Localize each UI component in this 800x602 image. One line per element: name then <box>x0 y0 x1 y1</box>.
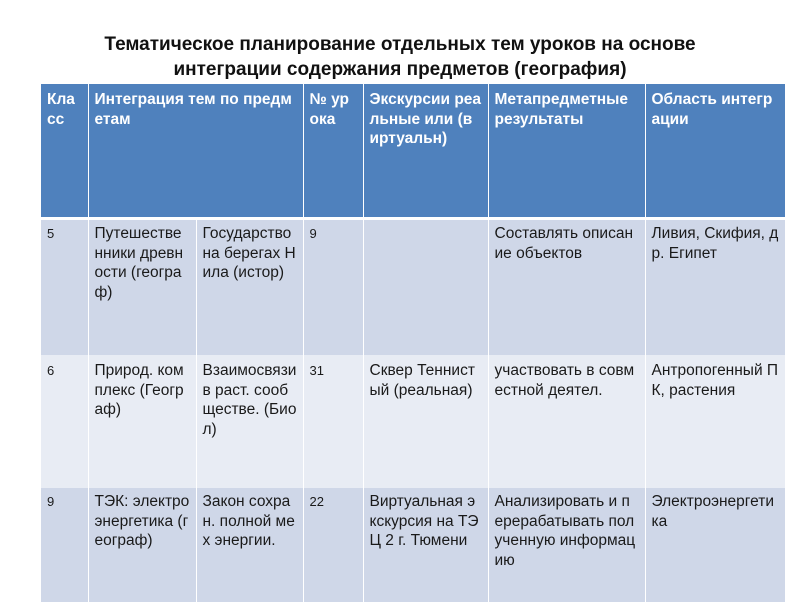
cell-topic-geography: Природ. комплекс (Географ) <box>88 355 196 488</box>
cell-integration-area: Электроэнергетика <box>645 488 785 602</box>
title-line-2: интеграции содержания предметов (география) <box>173 59 627 80</box>
cell-meta-results: Составлять описание объектов <box>488 219 645 356</box>
header-integration-area: Область интеграции <box>645 84 785 219</box>
title-line-1: Тематическое планирование отдельных тем уроков на основе <box>104 34 696 55</box>
cell-lesson-number: 22 <box>303 488 363 602</box>
cell-class: 9 <box>41 488 88 602</box>
cell-topic-geography: ТЭК: электроэнергетика (географ) <box>88 488 196 602</box>
cell-excursion: Сквер Теннистый (реальная) <box>363 355 488 488</box>
header-integration: Интеграция тем по предметам <box>88 84 303 219</box>
cell-excursion: Виртуальная экскурсия на ТЭЦ 2 г. Тюмени <box>363 488 488 602</box>
table-row <box>41 488 785 602</box>
cell-topic-related: Взаимосвязи в раст. сообществе. (Биол) <box>196 355 303 488</box>
cell-class: 5 <box>41 219 88 356</box>
cell-integration-area: Антропогенный ПК, растения <box>645 355 785 488</box>
cell-excursion <box>363 219 488 356</box>
table-header-row <box>41 84 785 219</box>
table-row <box>41 355 785 488</box>
page-title <box>20 32 780 82</box>
table-row <box>41 219 785 356</box>
cell-topic-geography: Путешественники древности (географ) <box>88 219 196 356</box>
cell-class: 6 <box>41 355 88 488</box>
cell-lesson-number: 31 <box>303 355 363 488</box>
cell-meta-results: участвовать в совместной деятел. <box>488 355 645 488</box>
header-meta-results: Метапредметные результаты <box>488 84 645 219</box>
cell-meta-results: Анализировать и перерабатывать полученную информацию <box>488 488 645 602</box>
cell-integration-area: Ливия, Скифия, др. Египет <box>645 219 785 356</box>
cell-topic-related: Государство на берегах Нила (истор) <box>196 219 303 356</box>
cell-lesson-number: 9 <box>303 219 363 356</box>
cell-topic-related: Закон сохран. полной мех энергии. <box>196 488 303 602</box>
planning-table <box>41 84 786 602</box>
header-lesson-number: № урока <box>303 84 363 219</box>
header-class: Класс <box>41 84 88 219</box>
header-excursions: Экскурсии реальные или (виртуальн) <box>363 84 488 219</box>
